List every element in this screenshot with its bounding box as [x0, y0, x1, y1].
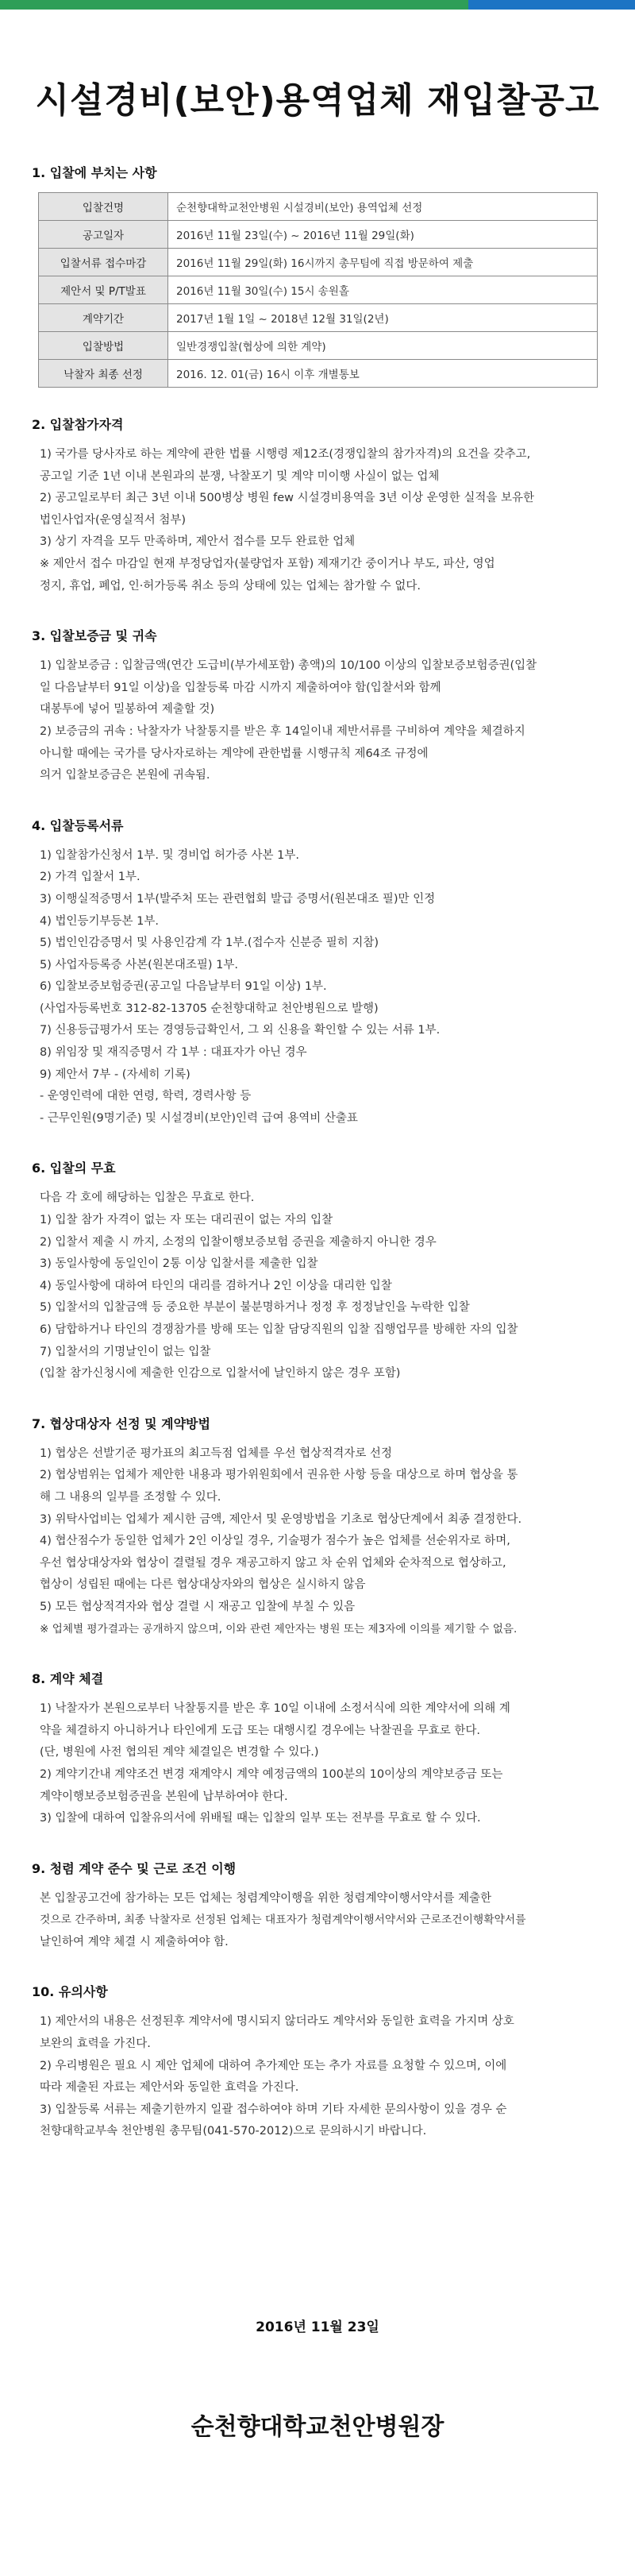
section-10-title: 10. 유의사항 [32, 1984, 108, 2000]
list-item: 3) 위탁사업비는 업체가 제시한 금액, 제안서 및 운영방법을 기초로 협상단계에서 최종 결정한다. [40, 1512, 522, 1526]
list-item: 3) 입찰등록 서류는 제출기한까지 일괄 접수하여야 하며 기타 자세한 문의사항이 있을 경우 순 [40, 2103, 507, 2116]
list-item: 1) 낙찰자가 본원으로부터 낙찰통지를 받은 후 10일 이내에 소정서식에 의한 계약서에 의해 계 [40, 1702, 510, 1716]
section-2-body [32, 444, 607, 597]
list-item: 따라 제출된 자료는 제안서와 동일한 효력을 가진다. [40, 2081, 299, 2095]
list-item: 공고일 기준 1년 이내 본원과의 분쟁, 낙찰포기 및 계약 미이행 사실이 없는 업체 [40, 469, 440, 483]
table-label: 입찰건명 [39, 193, 168, 221]
section-7-title: 7. 협상대상자 선정 및 계약방법 [32, 1415, 210, 1431]
list-item: 법인사업자(운영실적서 첨부) [40, 513, 187, 527]
table-value: 2017년 1월 1일 ~ 2018년 12월 31일(2년) [168, 304, 598, 332]
list-item: 대봉투에 넣어 밀봉하여 제출할 것) [40, 703, 215, 716]
list-item: 4) 법인등기부등본 1부. [40, 914, 159, 928]
section-3-body [32, 655, 607, 787]
list-item: 2) 가격 입찰서 1부. [40, 871, 140, 884]
list-item: 7) 신용등급평가서 또는 경영등급확인서, 그 외 신용을 확인할 수 있는 서류 1부. [40, 1024, 441, 1037]
list-item: 6) 담합하거나 타인의 경쟁참가를 방해 또는 입찰 담당직원의 입찰 집행업무를 방해한 자의 입찰 [40, 1323, 518, 1336]
list-item: 5) 법인인감증명서 및 사용인감계 각 1부.(접수자 신분증 필히 지참) [40, 937, 379, 950]
list-item: - 운영인력에 대한 연령, 학력, 경력사항 등 [40, 1090, 252, 1103]
list-item: 일 다음날부터 91일 이상)을 입찰등록 마감 시까지 제출하여야 함(입찰서와 함께 [40, 681, 441, 694]
list-item: 협상이 성립된 때에는 다른 협상대상자와의 협상은 실시하지 않음 [40, 1578, 366, 1592]
list-item: 1) 입찰보증금 : 입찰금액(연간 도급비(부가세포함) 총액)의 10/100 이상의 입찰보증보험증권(입찰 [40, 659, 537, 673]
list-item: 보완의 효력을 가진다. [40, 2037, 151, 2051]
list-item: 2) 계약기간내 계약조건 변경 재계약시 계약 예정금액의 100분의 10이상의 계약보증금 또는 [40, 1767, 503, 1781]
page-title: 시설경비(보안)용역업체 재입찰공고 [35, 80, 600, 121]
list-item: 5) 모든 협상적격자와 협상 결렬 시 재공고 입찰에 부칠 수 있음 [40, 1600, 356, 1613]
table-label: 낙찰자 최종 선정 [39, 360, 168, 388]
section-10-body [32, 2011, 607, 2143]
list-item: 9) 제안서 7부 - (자세히 기록) [40, 1068, 190, 1081]
list-item: ※ 제안서 접수 마감일 현재 부정당업자(불량업자 포함) 제재기간 중이거나 부도, 파산, 영업 [40, 557, 495, 570]
issuer-name: 순천향대학교천안병원장 [190, 2413, 444, 2441]
list-item: (입찰 참가신청시에 제출한 인감으로 입찰서에 날인하지 않은 경우 포함) [40, 1367, 401, 1381]
section-4-title: 4. 입찰등록서류 [32, 817, 124, 833]
list-item: 1) 협상은 선발기준 평가표의 최고득점 업체를 우선 협상적격자로 선정 [40, 1446, 392, 1460]
table-value: 2016년 11월 30일(수) 15시 송원홀 [168, 276, 598, 304]
header-blue-bar [468, 0, 635, 10]
table-value: 일반경쟁입찰(협상에 의한 계약) [168, 332, 598, 360]
list-item: 8) 위임장 및 재직증명서 각 1부 : 대표자가 아닌 경우 [40, 1046, 307, 1060]
list-item: 5) 사업자등록증 사본(원본대조필) 1부. [40, 958, 238, 971]
list-item: 아니할 때에는 국가를 당사자로하는 계약에 관한법률 시행규칙 제64조 규정에 [40, 747, 429, 760]
list-item: 4) 동일사항에 대하여 타인의 대리를 겸하거나 2인 이상을 대리한 입찰 [40, 1279, 392, 1292]
table-row [39, 304, 598, 332]
table-label: 계약기간 [39, 304, 168, 332]
list-item: 다음 각 호에 해당하는 입찰은 무효로 한다. [40, 1191, 255, 1205]
table-value: 2016. 12. 01(금) 16시 이후 개별통보 [168, 360, 598, 388]
table-row [39, 276, 598, 304]
notice-date: 2016년 11월 23일 [256, 2319, 379, 2335]
section-4-body [32, 845, 607, 1130]
bid-info-table [38, 192, 598, 388]
list-item: ※ 업체별 평가결과는 공개하지 않으며, 이와 관련 제안자는 병원 또는 제3자에 이의를 제기할 수 없음. [40, 1622, 518, 1636]
section-1-title: 1. 입찰에 부치는 사항 [32, 165, 157, 180]
table-row [39, 360, 598, 388]
table-label: 입찰서류 접수마감 [39, 249, 168, 276]
section-8-title: 8. 계약 체결 [32, 1671, 104, 1687]
list-item: 3) 동일사항에 동일인이 2통 이상 입찰서를 제출한 입찰 [40, 1257, 318, 1271]
table-row [39, 193, 598, 221]
list-item: 7) 입찰서의 기명날인이 없는 입찰 [40, 1345, 211, 1358]
table-row [39, 332, 598, 360]
list-item: 것으로 간주하며, 최종 낙찰자로 선정된 업체는 대표자가 청렴계약이행서약서와 근로조건이행확약서를 [40, 1914, 526, 1927]
section-7-body [32, 1443, 607, 1640]
section-6-body [32, 1188, 607, 1385]
list-item: (단, 병원에 사전 협의된 계약 체결일은 변경할 수 있다.) [40, 1746, 319, 1759]
table-row [39, 249, 598, 276]
list-item: 3) 이행실적증명서 1부(발주처 또는 관련협회 발급 증명서(원본대조 필)만 인정 [40, 892, 436, 906]
table-label: 제안서 및 P/T발표 [39, 276, 168, 304]
list-item: 2) 공고일로부터 최근 3년 이내 500병상 병원 few 시설경비용역을 3년 이상 운영한 실적을 보유한 [40, 492, 535, 505]
table-label: 공고일자 [39, 221, 168, 249]
list-item: 2) 입찰서 제출 시 까지, 소정의 입찰이행보증보험 증권을 제출하지 아니한 경우 [40, 1235, 437, 1249]
table-value: 순천향대학교천안병원 시설경비(보안) 용역업체 선정 [168, 193, 598, 221]
table-label: 입찰방법 [39, 332, 168, 360]
list-item: 계약이행보증보험증권을 본원에 납부하여야 한다. [40, 1790, 288, 1803]
list-item: - 근무인원(9명기준) 및 시설경비(보안)인력 급여 용역비 산출표 [40, 1111, 358, 1125]
list-item: 2) 협상범위는 업체가 제안한 내용과 평가위원회에서 권유한 사항 등을 대상으로 하며 협상을 통 [40, 1469, 518, 1482]
list-item: 5) 입찰서의 입찰금액 등 중요한 부분이 불분명하거나 정정 후 정정날인을 누락한 입찰 [40, 1301, 470, 1315]
list-item: 6) 입찰보증보험증권(공고일 다음날부터 91일 이상) 1부. [40, 980, 327, 994]
list-item: 해 그 내용의 일부를 조정할 수 있다. [40, 1490, 221, 1504]
section-2-title: 2. 입찰참가자격 [32, 417, 124, 432]
table-row [39, 221, 598, 249]
section-3-title: 3. 입찰보증금 및 귀속 [32, 628, 157, 644]
section-9-title: 9. 청렴 계약 준수 및 근로 조건 이행 [32, 1860, 237, 1876]
list-item: (사업자등록번호 312-82-13705 순천향대학교 천안병원으로 발행) [40, 1002, 379, 1015]
list-item: 3) 상기 자격을 모두 만족하며, 제안서 접수를 모두 완료한 업체 [40, 535, 356, 549]
notice-content [32, 163, 607, 2143]
table-value: 2016년 11월 23일(수) ~ 2016년 11월 29일(화) [168, 221, 598, 249]
list-item: 날인하여 계약 체결 시 제출하여야 함. [40, 1935, 229, 1948]
list-item: 약을 체결하지 아니하거나 타인에게 도급 또는 대행시킬 경우에는 낙찰권을 무효로 한다. [40, 1724, 480, 1737]
section-6-title: 6. 입찰의 무효 [32, 1161, 116, 1176]
list-item: 3) 입찰에 대하여 입찰유의서에 위배될 때는 입찰의 일부 또는 전부를 무효로 할 수 있다. [40, 1812, 481, 1825]
list-item: 천향대학교부속 천안병원 총무팀(041-570-2012)으로 문의하시기 바랍니다. [40, 2125, 427, 2138]
table-value: 2016년 11월 29일(화) 16시까지 총무팀에 직접 방문하여 제출 [168, 249, 598, 276]
list-item: 1) 입찰 참가 자격이 없는 자 또는 대리권이 없는 자의 입찰 [40, 1214, 333, 1227]
list-item: 2) 우리병원은 필요 시 제안 업체에 대하여 추가제안 또는 추가 자료를 요청할 수 있으며, 이에 [40, 2059, 507, 2072]
list-item: 본 입찰공고건에 참가하는 모든 업체는 청렴계약이행을 위한 청렴계약이행서약서를 제출한 [40, 1891, 492, 1905]
list-item: 의거 입찰보증금은 본원에 귀속됨. [40, 769, 210, 782]
section-9-body [32, 1888, 607, 1954]
list-item: 1) 입찰참가신청서 1부. 및 경비업 허가증 사본 1부. [40, 848, 299, 862]
list-item: 2) 보증금의 귀속 : 낙찰자가 낙찰통지를 받은 후 14일이내 제반서류를 구비하여 계약을 체결하지 [40, 724, 525, 738]
list-item: 우선 협상대상자와 협상이 결렬될 경우 재공고하지 않고 차 순위 업체와 순차적으로 협상하고, [40, 1556, 506, 1570]
list-item: 1) 국가를 당사자로 하는 계약에 관한 법률 시행령 제12조(경쟁입찰의 참가자격)의 요건을 갖추고, [40, 448, 531, 461]
section-8-body [32, 1698, 607, 1830]
list-item: 정지, 휴업, 폐업, 인·허가등록 취소 등의 상태에 있는 업체는 참가할 수 없다. [40, 579, 421, 593]
list-item: 4) 협산점수가 동일한 업체가 2인 이상일 경우, 기술평가 점수가 높은 업체를 선순위자로 하며, [40, 1535, 510, 1548]
list-item: 1) 제안서의 내용은 선정된후 계약서에 명시되지 않더라도 계약서와 동일한 효력을 가지며 상호 [40, 2015, 514, 2029]
